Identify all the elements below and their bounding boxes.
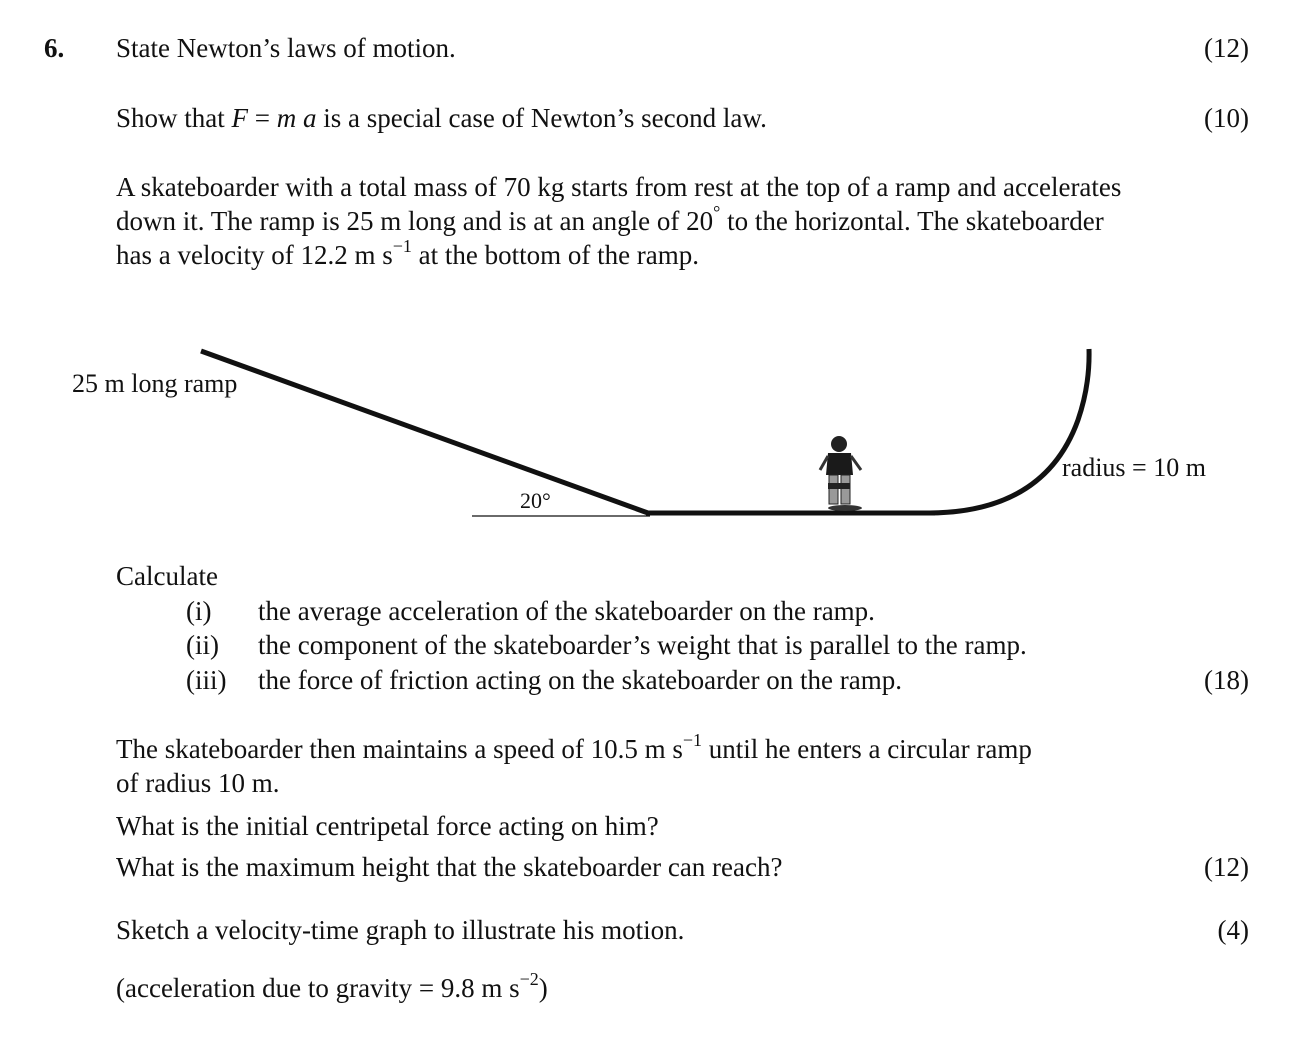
calculate-heading: Calculate (116, 561, 218, 591)
skater-torso (826, 453, 853, 475)
skater-left-leg (829, 475, 838, 504)
intro-line1: A skateboarder with a total mass of 70 kg starts from rest at the top of a ramp and accelerates (116, 172, 1122, 202)
skater-knee-pads (828, 483, 850, 489)
radius-label: radius = 10 m (1062, 453, 1206, 482)
formula-f: F (231, 103, 249, 133)
skateboarder-figure (820, 436, 862, 511)
ramp-length-label: 25 m long ramp (72, 369, 238, 398)
circular-ramp-curve (930, 349, 1089, 513)
part1-marks: (12) (1204, 33, 1249, 63)
circular-line1-post: until he enters a circular ramp (702, 734, 1032, 764)
gravity-post: ) (538, 973, 548, 1003)
calc-item-2-text: the component of the skateboarder’s weight that is parallel to the ramp. (258, 630, 1027, 660)
sketch-text: Sketch a velocity-time graph to illustrate his motion. (116, 915, 685, 945)
degree-sup: ° (713, 202, 721, 222)
intro-line2-post: to the horizontal. The skateboarder (720, 206, 1104, 236)
intro-line3-pre: has a velocity of 12.2 m s (116, 240, 393, 270)
calc-item-1 (186, 594, 875, 628)
skater-right-leg (841, 475, 850, 504)
skater-right-arm (851, 456, 861, 470)
circular-line1 (116, 732, 1032, 766)
calc-item-2-num: (ii) (186, 630, 219, 660)
circular-line2: of radius 10 m. (116, 768, 280, 798)
inclined-ramp-line (201, 351, 648, 513)
skateboard (828, 505, 862, 511)
angle-label: 20° (520, 488, 551, 513)
intro-line2-pre: down it. The ramp is 25 m long and is at an angle of 20 (116, 206, 714, 236)
calc-item-2 (186, 628, 1027, 662)
calc-item-1-text: the average acceleration of the skateboarder on the ramp. (258, 596, 875, 626)
intro-line3-post: at the bottom of the ramp. (411, 240, 700, 270)
part1-text: State Newton’s laws of motion. (116, 33, 456, 63)
part2-post: is a special case of Newton’s second law. (316, 103, 767, 133)
calc-item-3 (186, 663, 902, 697)
part2-marks: (10) (1204, 103, 1249, 133)
gravity-pre: (acceleration due to gravity = 9.8 m s (116, 973, 520, 1003)
calculate-marks: (18) (1204, 665, 1249, 695)
speed-unit-sup: −1 (682, 730, 702, 750)
velocity-unit-sup: −1 (392, 236, 412, 256)
circular-line1-pre: The skateboarder then maintains a speed of 10.5 m s (116, 734, 683, 764)
question-number: 6. (44, 33, 65, 63)
gravity-note (116, 971, 548, 1005)
circular-marks: (12) (1204, 852, 1249, 882)
skater-head (831, 436, 847, 452)
centripetal-question: What is the initial centripetal force acting on him? (116, 811, 659, 841)
calc-item-3-num: (iii) (186, 665, 227, 695)
formula-eq: = (248, 103, 277, 133)
formula-ma: m a (276, 103, 317, 133)
calc-item-3-text: the force of friction acting on the skateboarder on the ramp. (258, 665, 902, 695)
max-height-question: What is the maximum height that the skateboarder can reach? (116, 852, 783, 882)
calc-item-1-num: (i) (186, 596, 212, 626)
part2-pre: Show that (116, 103, 232, 133)
sketch-marks: (4) (1217, 915, 1249, 945)
gravity-unit-sup: −2 (519, 969, 539, 989)
